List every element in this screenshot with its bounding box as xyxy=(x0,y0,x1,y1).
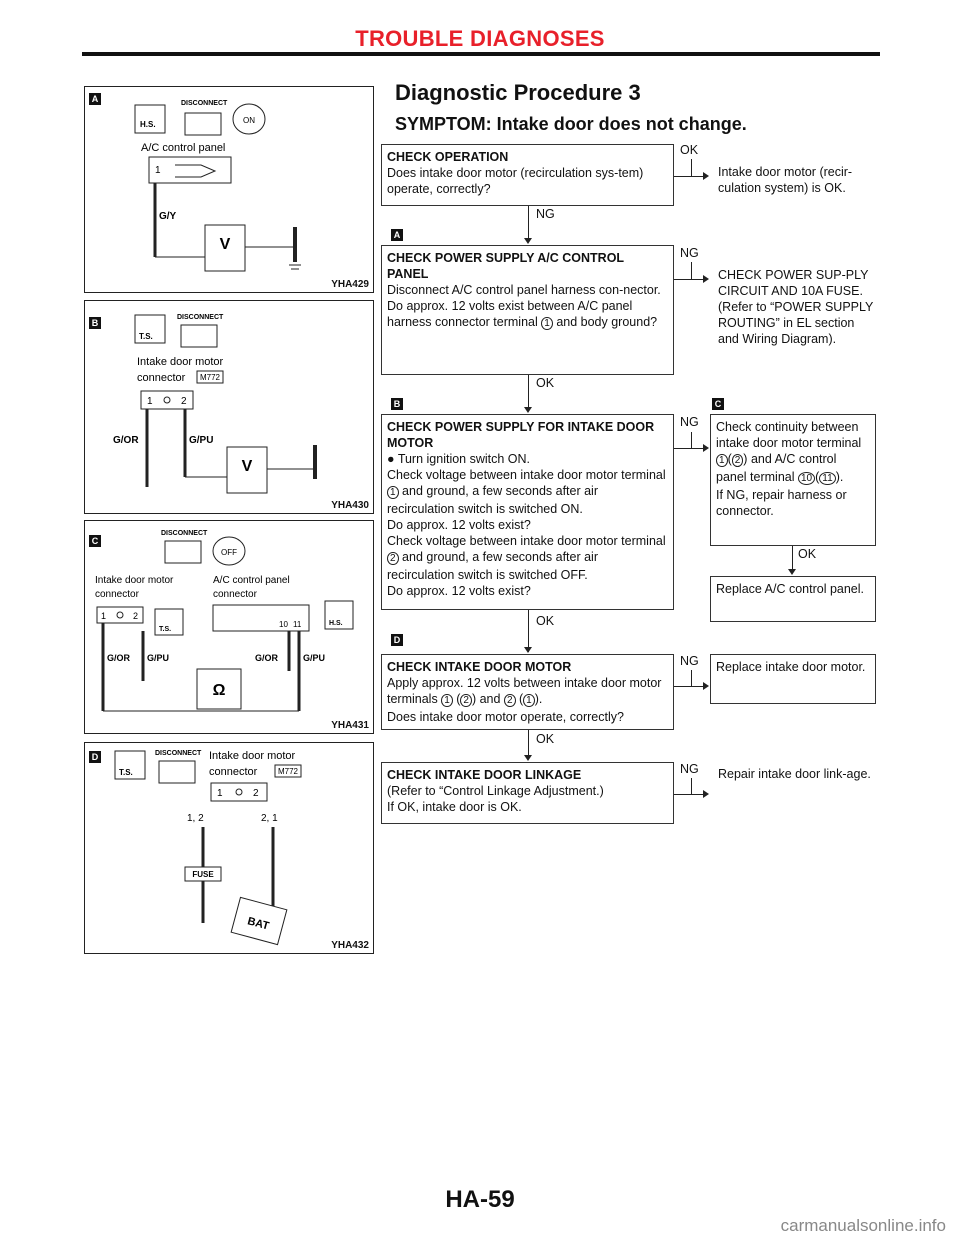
ng-label: NG xyxy=(680,654,699,668)
svg-text:H.S.: H.S. xyxy=(329,620,343,627)
connector-line xyxy=(691,262,692,279)
connector-line xyxy=(792,546,793,570)
connector-line xyxy=(674,448,704,449)
figure-d-diagram xyxy=(85,743,373,953)
figure-id: YHA429 xyxy=(331,279,369,290)
arrow-right xyxy=(703,444,709,452)
connector-line xyxy=(528,610,529,652)
connector-line xyxy=(674,794,704,795)
svg-text:DISCONNECT: DISCONNECT xyxy=(177,314,224,321)
page-title: Diagnostic Procedure 3 xyxy=(395,80,641,105)
svg-text:10: 10 xyxy=(279,620,288,629)
repair-linkage-box: Repair intake door link-age. xyxy=(710,762,876,812)
figure-b-diagram xyxy=(85,301,373,513)
on-label: ON xyxy=(243,116,255,125)
flow-tag-b: B xyxy=(391,398,403,410)
connector-line xyxy=(674,279,704,280)
figure-tag: C xyxy=(89,535,101,547)
linkage-box: CHECK INTAKE DOOR LINKAGE (Refer to “Control Linkage Adjustment.) If OK, intake door is OK. xyxy=(381,762,674,824)
symptom-heading: SYMPTOM: Intake door does not change. xyxy=(395,114,747,134)
svg-text:2, 1: 2, 1 xyxy=(261,813,278,824)
section-title: TROUBLE DIAGNOSES xyxy=(355,26,605,51)
meter-label: V xyxy=(219,236,231,253)
svg-text:Intake door motor: Intake door motor xyxy=(209,750,296,762)
figure-b xyxy=(84,300,374,514)
svg-text:G/OR: G/OR xyxy=(107,653,131,663)
arrow-right xyxy=(703,790,709,798)
ac-panel-label: A/C control panel xyxy=(141,142,226,154)
svg-text:A/C control panel: A/C control panel xyxy=(213,575,290,586)
svg-text:connector: connector xyxy=(213,589,257,600)
replace-motor-box: Replace intake door motor. xyxy=(710,654,876,704)
arrow-down xyxy=(524,755,532,761)
result-ok-box: Intake door motor (recir-culation system) is OK. xyxy=(710,160,878,198)
ng-label: NG xyxy=(680,762,699,776)
svg-text:1: 1 xyxy=(217,788,223,799)
svg-text:G/PU: G/PU xyxy=(147,653,170,663)
svg-text:2: 2 xyxy=(181,396,187,407)
svg-text:1: 1 xyxy=(101,611,107,621)
connector-line xyxy=(528,206,529,242)
svg-text:M772: M772 xyxy=(277,767,299,776)
svg-text:T.S.: T.S. xyxy=(119,768,133,777)
connector-line xyxy=(691,432,692,448)
arrow-right xyxy=(703,682,709,690)
replace-panel-box: Replace A/C control panel. xyxy=(710,576,876,622)
svg-text:BAT: BAT xyxy=(246,915,271,933)
arrow-down xyxy=(524,647,532,653)
check-operation-box: CHECK OPERATION Does intake door motor (recirculation sys-tem) operate, correctly? xyxy=(381,144,674,206)
flow-tag-c: C xyxy=(712,398,724,410)
svg-text:connector: connector xyxy=(137,372,186,384)
ok-label: OK xyxy=(680,143,699,157)
ok-label: OK xyxy=(536,376,555,390)
svg-text:FUSE: FUSE xyxy=(192,870,214,879)
svg-text:1, 2: 1, 2 xyxy=(187,813,204,824)
watermark: carmanualsonline.info xyxy=(780,1216,946,1235)
connector-line xyxy=(674,686,704,687)
ng-label: NG xyxy=(536,207,555,221)
svg-text:11: 11 xyxy=(293,620,302,629)
svg-text:T.S.: T.S. xyxy=(139,332,153,341)
page-number: HA-59 xyxy=(445,1186,515,1213)
disconnect-label: DISCONNECT xyxy=(181,100,228,107)
connector-line xyxy=(528,730,529,758)
pin-label: 1 xyxy=(155,165,161,176)
svg-text:G/OR: G/OR xyxy=(255,653,279,663)
figure-tag: D xyxy=(89,751,101,763)
figure-c-diagram xyxy=(85,521,373,733)
result-ng-box: CHECK POWER SUP-PLY CIRCUIT AND 10A FUSE. (Refer to “POWER SUPPLY ROUTING” in EL section and Wiring Diagram). xyxy=(710,263,876,375)
ok-label: OK xyxy=(798,547,817,561)
arrow-down xyxy=(524,238,532,244)
connector-line xyxy=(674,176,704,177)
connector-line xyxy=(691,670,692,686)
figure-id: YHA430 xyxy=(331,500,369,511)
svg-text:M772: M772 xyxy=(199,373,221,382)
svg-text:T.S.: T.S. xyxy=(159,626,172,633)
figure-id: YHA432 xyxy=(331,940,369,951)
wire-label: G/Y xyxy=(159,211,177,222)
svg-text:2: 2 xyxy=(253,788,259,799)
arrow-right xyxy=(703,275,709,283)
svg-text:connector: connector xyxy=(209,766,258,778)
svg-text:G/PU: G/PU xyxy=(189,435,214,446)
svg-text:1: 1 xyxy=(147,396,153,407)
svg-text:DISCONNECT: DISCONNECT xyxy=(155,750,202,757)
figure-a-diagram xyxy=(85,87,373,292)
figure-tag: A xyxy=(89,93,101,105)
ng-label: NG xyxy=(680,415,699,429)
svg-text:Intake door motor: Intake door motor xyxy=(95,575,174,586)
figure-tag: B xyxy=(89,317,101,329)
connector-line xyxy=(528,375,529,411)
connector-line xyxy=(691,778,692,794)
svg-text:Ω: Ω xyxy=(212,682,226,699)
figure-c xyxy=(84,520,374,734)
arrow-down xyxy=(788,569,796,575)
power-motor-box: CHECK POWER SUPPLY FOR INTAKE DOOR MOTOR ● Turn ignition switch ON. Check voltage between intake door motor terminal 1 and ground, a few seconds after air recirculation switch is switched ON. Do approx. 12 volts exist? Check voltage between intake door motor terminal 2 and ground, a few seconds after air recirculation switch is switched OFF. Do approx. 12 volts exist? xyxy=(381,414,674,610)
ok-label: OK xyxy=(536,614,555,628)
figure-d xyxy=(84,742,374,954)
continuity-box: Check continuity between intake door motor terminal 1 ( 2 ) and A/C control panel terminal 10 ( 11 ). If NG, repair harness or connector. xyxy=(710,414,876,546)
ok-label: OK xyxy=(536,732,555,746)
svg-text:G/PU: G/PU xyxy=(303,653,326,663)
svg-text:V: V xyxy=(241,458,253,475)
flow-tag-d: D xyxy=(391,634,403,646)
header-rule xyxy=(82,52,880,56)
arrow-down xyxy=(524,407,532,413)
svg-text:2: 2 xyxy=(133,611,139,621)
connector-line xyxy=(691,159,692,177)
power-panel-box: CHECK POWER SUPPLY A/C CONTROL PANEL Disconnect A/C control panel harness con-nector. Do approx. 12 volts exist between A/C panel harness connector terminal 1 and body ground? xyxy=(381,245,674,375)
svg-text:Intake door motor: Intake door motor xyxy=(137,356,224,368)
hs-label: H.S. xyxy=(140,120,156,129)
svg-text:OFF: OFF xyxy=(221,548,237,557)
svg-text:DISCONNECT: DISCONNECT xyxy=(161,530,208,537)
svg-text:G/OR: G/OR xyxy=(113,435,139,446)
intake-motor-box: CHECK INTAKE DOOR MOTOR Apply approx. 12 volts between intake door motor terminals 1 ( 2 ) and 2 ( 1 ). Does intake door motor operate, correctly? xyxy=(381,654,674,730)
svg-text:connector: connector xyxy=(95,589,139,600)
figure-id: YHA431 xyxy=(331,720,369,731)
ng-label: NG xyxy=(680,246,699,260)
flow-tag-a: A xyxy=(391,229,403,241)
figure-a xyxy=(84,86,374,293)
